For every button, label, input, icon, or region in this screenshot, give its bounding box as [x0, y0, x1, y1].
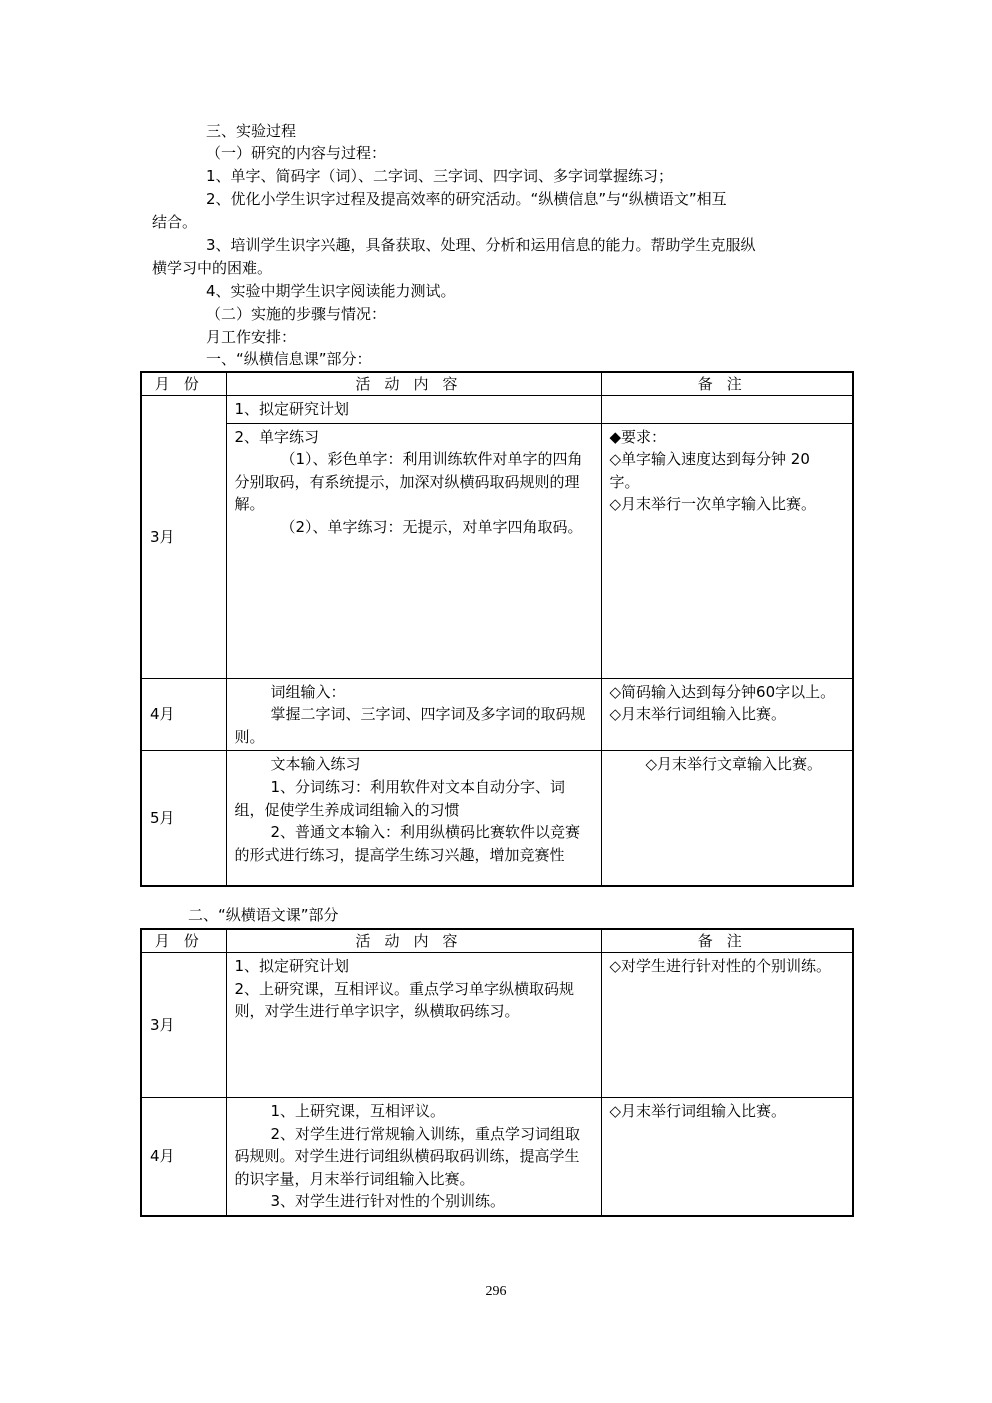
note-line: ◇月末举行词组输入比赛。: [609, 1102, 787, 1120]
item-2-line1: 2、优化小学生识字过程及提高效率的研究活动。“纵横信息”与“纵横语文”相互: [206, 190, 727, 208]
month-cell: 3月: [141, 953, 226, 1098]
content-line: 文本输入练习: [270, 755, 361, 774]
note-cell: [601, 1098, 853, 1216]
section-title: 三、实验过程: [206, 122, 297, 140]
content-line: 2、普通文本输入：利用纵横码比赛软件以竞赛的形式进行练习，提高学生练习兴趣，增加竞赛性: [234, 823, 581, 864]
header-month: 月份: [141, 929, 226, 953]
table-row: [141, 423, 853, 678]
table-row: [141, 953, 853, 1098]
note-line: ◇月末举行文章输入比赛。: [645, 755, 823, 774]
header-note: 备注: [601, 372, 853, 396]
content-line: 1、分词练习：利用软件对文本自动分字、词组，促使学生养成词组输入的习惯: [234, 777, 566, 819]
content-line: 3、对学生进行针对性的个别训练。: [270, 1192, 506, 1211]
content-line: 1、拟定研究计划: [234, 957, 350, 975]
page-number: 296: [485, 1284, 507, 1299]
content-line: 1、上研究课，互相评议。: [270, 1102, 446, 1120]
content-line: 词组输入：: [270, 682, 346, 701]
table-row: [141, 396, 853, 424]
note-line: ◇月末举行词组输入比赛。: [609, 705, 787, 724]
header-content: 活动内容: [226, 929, 601, 953]
note-cell: [601, 953, 853, 1098]
content-line: 2、对学生进行常规输入训练，重点学习词组取码规则。对学生进行词组纵横码取码训练，提高学生的识字量，月末举行词组输入比赛。: [234, 1124, 581, 1188]
table-chinese-course: [140, 928, 854, 1217]
content-cell: [226, 1098, 601, 1216]
content-cell: [226, 953, 601, 1098]
item-3-line2: 横学习中的困难。: [152, 259, 273, 277]
plan-label: 月工作安排：: [206, 328, 297, 346]
part-1-title: 一、“纵横信息课”部分：: [206, 350, 372, 368]
content-line: 2、单字练习: [234, 427, 320, 446]
content-line: 掌握二字词、三字词、四字词及多字词的取码规则。: [234, 705, 586, 746]
month-cell: 3月: [141, 396, 226, 679]
month-cell: 4月: [141, 678, 226, 751]
item-1: 1、单字、简码字（词）、二字词、三字词、四字词、多字词掌握练习；: [206, 167, 674, 185]
note-line: ◆要求：: [609, 427, 667, 446]
content-cell: 1、拟定研究计划: [226, 396, 601, 424]
table-row: [141, 678, 853, 751]
header-note: 备注: [601, 929, 853, 953]
note-cell: [601, 751, 853, 887]
item-3-line1: 3、培训学生识字兴趣，具备获取、处理、分析和运用信息的能力。帮助学生克服纵: [206, 236, 756, 254]
table-row: [141, 1098, 853, 1216]
part-2-title: 二、“纵横语文课”部分: [188, 906, 339, 924]
subsection-2: （二）实施的步骤与情况：: [206, 305, 387, 323]
item-4: 4、实验中期学生识字阅读能力测试。: [206, 282, 456, 300]
month-cell: 5月: [141, 751, 226, 887]
subsection-1: （一）研究的内容与过程：: [206, 144, 387, 162]
table-row: [141, 751, 853, 887]
content-line: （1）、彩色单字：利用训练软件对单字的四角分别取码，有系统提示，加深对纵横码取码规则的理解。: [234, 450, 583, 514]
content-line: （2）、单字练习：无提示，对单字四角取码。: [280, 517, 583, 536]
content-line: 2、上研究课，互相评议。重点学习单字纵横取码规则，对学生进行单字识字，纵横取码练习。: [234, 979, 575, 1021]
content-cell: [226, 751, 601, 887]
note-line: ◇简码输入达到每分钟60字以上。: [609, 682, 836, 701]
header-content: 活动内容: [226, 372, 601, 396]
note-line: ◇单字输入速度达到每分钟 20 字。: [609, 450, 810, 491]
header-month: 月份: [141, 372, 226, 396]
note-cell: [601, 423, 853, 678]
content-cell: [226, 423, 601, 678]
note-line: ◇对学生进行针对性的个别训练。: [609, 957, 832, 975]
note-line: ◇月末举行一次单字输入比赛。: [609, 495, 817, 514]
content-cell: [226, 678, 601, 751]
item-2-line2: 结合。: [152, 213, 198, 231]
month-cell: 4月: [141, 1098, 226, 1216]
note-cell: [601, 678, 853, 751]
table-info-course: [140, 371, 854, 887]
note-cell: [601, 396, 853, 424]
